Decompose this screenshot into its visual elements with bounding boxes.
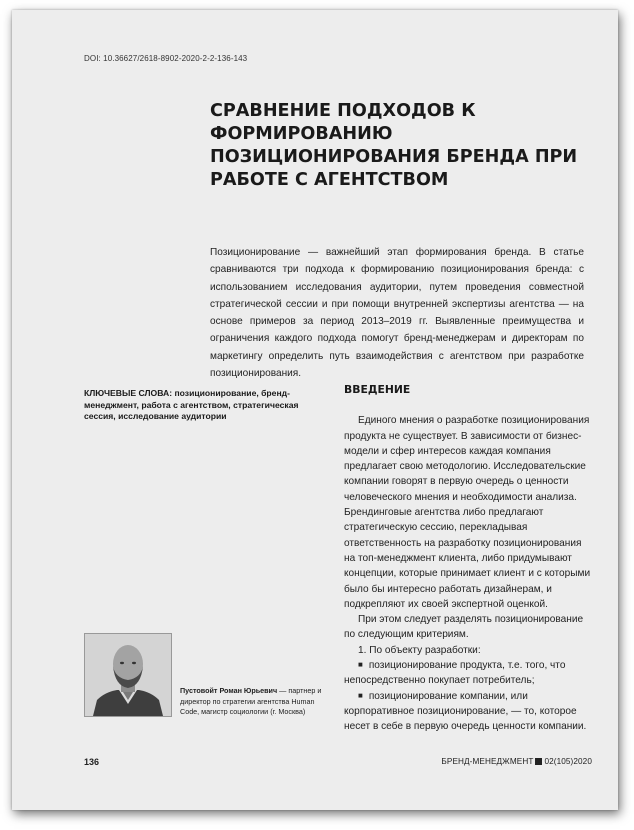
author-photo: [84, 633, 172, 717]
author-description: — партнер и директор по стратегии агентства Human Code, магистр социологии (г. Москва): [180, 686, 322, 716]
bullet-item-2: ■ позиционирование компании, или корпоративное позиционирование, — то, которое несет в себе в первую очередь ценности компании.: [344, 689, 592, 735]
paragraph-3: 1. По объекту разработки:: [358, 644, 481, 656]
journal-issue: 02(105)2020: [544, 757, 592, 766]
journal-name: БРЕНД-МЕНЕДЖМЕНТ: [441, 757, 534, 766]
journal-footer: [441, 757, 592, 766]
introduction-section: [344, 382, 592, 735]
author-info: [180, 686, 328, 718]
author-portrait-image: [85, 634, 171, 716]
article-title: СРАВНЕНИЕ ПОДХОДОВ К ФОРМИРОВАНИЮ ПОЗИЦИОНИРОВАНИЯ БРЕНДА ПРИ РАБОТЕ С АГЕНТСТВОМ: [210, 101, 578, 190]
paragraph-2: При этом следует разделять позиционирование по следующим критериям.: [344, 614, 584, 641]
paragraph-1: Единого мнения о разработке позиционирования продукта не существует. В зависимости от бизнес-модели и сфер интересов каждая компания предлагает свою методологию. Исследовательские компании говорят в первую очередь о ценности человеческого мнения и необходимости анализа. Брендинговые агентства либо предлагают стратегическую сессию, перекладывая ответственность на разработку позиционирования на топ-менеджмент клиента, либо придумывают концепции, которые принимает клиент и с которыми было бы интересно работать дизайнерам, и подкрепляют их своей экспертной оценкой.: [344, 415, 591, 610]
section-title: ВВЕДЕНИЕ: [344, 383, 411, 396]
journal-page: [12, 10, 618, 810]
author-name: Пустовойт Роман Юрьевич: [180, 686, 278, 695]
doi-line: DOI: 10.36627/2618-8902-2020-2-2-136-143: [84, 54, 248, 63]
keywords: КЛЮЧЕВЫЕ СЛОВА: позиционирование, бренд-менеджмент, работа с агентством, стратегическая сессия, исследование аудитории: [84, 388, 299, 421]
square-separator-icon: [535, 758, 542, 765]
abstract: Позиционирование — важнейший этап формирования бренда. В статье сравниваются три подхода к формированию позиционирования бренда: с использованием исследования аудитории, путем проведения совместной стратегической сессии и при помощи внутренней экспертизы агентства — на основе примеров за период 2013–2019 гг. Выявленные преимущества и ограничения каждого подхода помогут бренд-менеджерам и директорам по маркетингу определить путь взаимодействия с агентством при разработке позиционирования.: [210, 247, 584, 380]
page-number: 136: [84, 757, 100, 767]
bullet-item-1: ■ позиционирование продукта, т.е. того, что непосредственно покупает потребитель;: [344, 658, 592, 689]
